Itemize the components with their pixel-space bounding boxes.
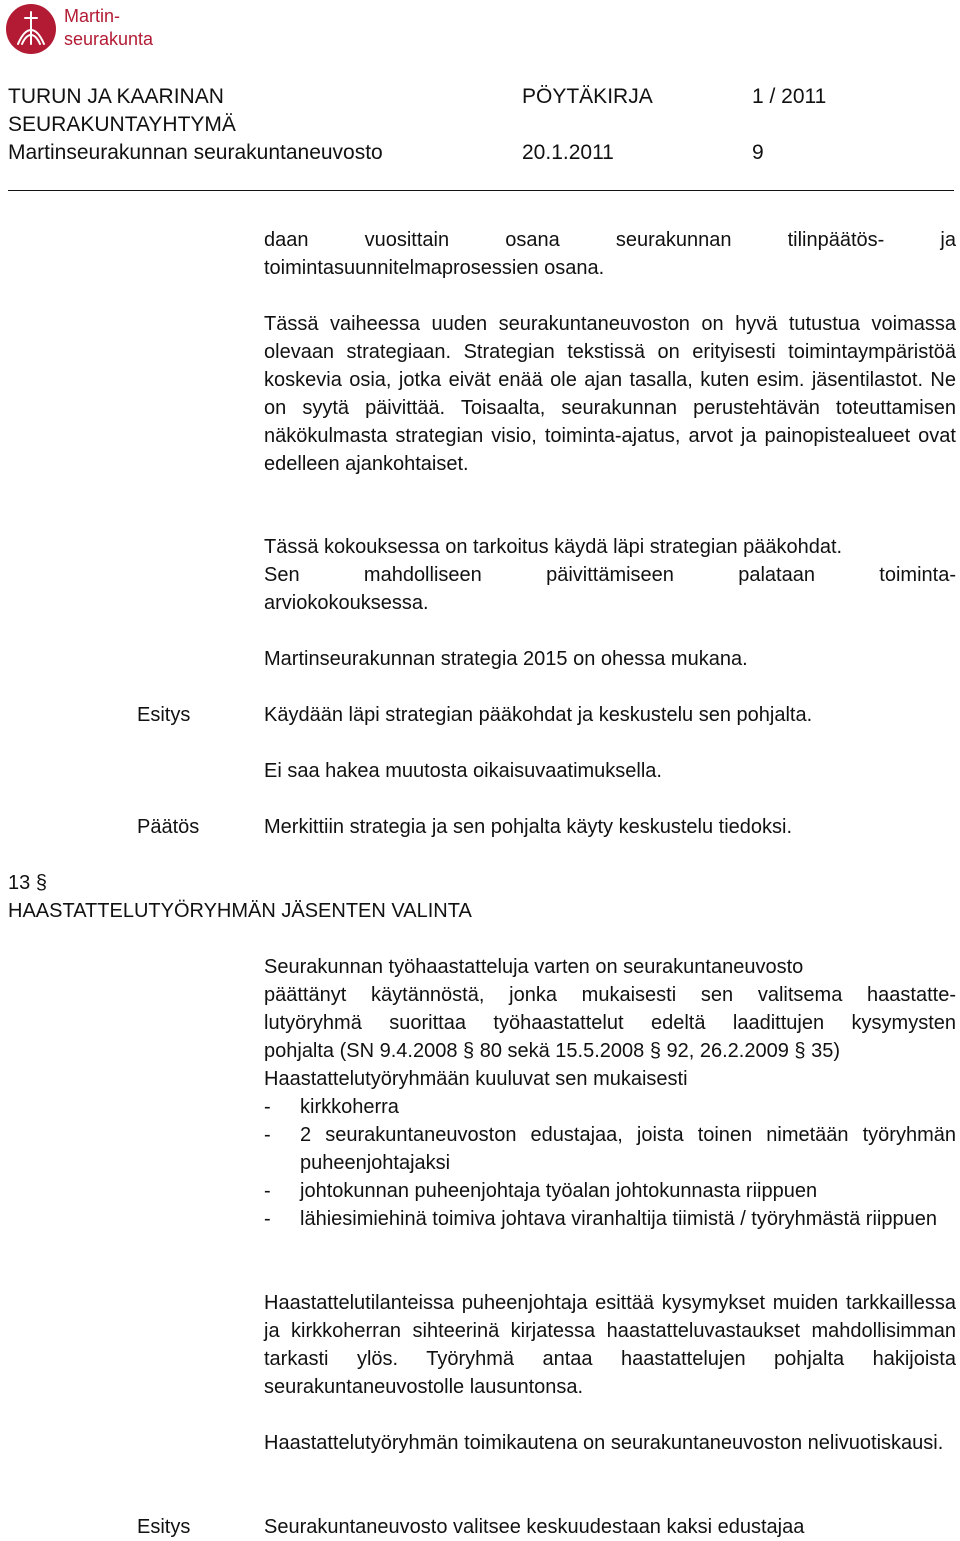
paragraph-2: Tässä vaiheessa uuden seurakuntaneuvoston on hyvä tutustua voimassa olevaan strategiaan. Strategian tekstissä on erityisesti toimintaympäristöä koskevia osia, jotka eivät enää ole ajan tasalla, kuten esim. jäsentilastot. Ne on syytä päivittää. Toisaalta, seurakunnan perustehtävän toteuttamisen näkökulmasta strategian visio, toiminta-ajatus, arvot ja painopistealueet ovat edelleen ajankohtaiset.: [264, 313, 956, 475]
esitys-text: Käydään läpi strategian pääkohdat ja keskustelu sen pohjalta.: [264, 704, 813, 726]
org-name-line2: SEURAKUNTAYHTYMÄ: [8, 113, 236, 136]
list-dash: -: [264, 1124, 271, 1146]
org-name-line1: TURUN JA KAARINAN: [8, 85, 224, 108]
logo-line2: seurakunta: [64, 29, 154, 49]
paragraph-1: daan vuosittain osana seurakunnan tilinpäätös- ja toimintasuunnitelmaprosessien osana.: [264, 229, 956, 279]
section-p1-line: pohjalta (SN 9.4.2008 § 80 sekä 15.5.2008 § 92, 26.2.2009 § 35): [264, 1040, 840, 1062]
meeting-date: 20.1.2011: [522, 141, 614, 164]
paatos-label: Päätös: [137, 816, 200, 838]
esitys-text-2: Seurakuntaneuvosto valitsee keskuudestaan kaksi edustajaa: [264, 1516, 805, 1538]
church-cross-logo-icon: [6, 4, 56, 54]
paatos-text: Merkittiin strategia ja sen pohjalta käyty keskustelu tiedoksi.: [264, 816, 793, 838]
doc-type: PÖYTÄKIRJA: [522, 85, 653, 108]
section-p1-line: lutyöryhmä suorittaa työhaastattelut edeltä laadittujen kysymysten: [264, 1012, 956, 1034]
list-item-text: johtokunnan puheenjohtaja työalan johtokunnasta riippuen: [300, 1180, 818, 1202]
paragraph-4: Martinseurakunnan strategia 2015 on ohessa mukana.: [264, 648, 748, 670]
esitys-label: Esitys: [137, 704, 191, 726]
section-paragraph-1: [264, 953, 956, 1093]
list-item: [264, 1121, 956, 1177]
list-item-text: 2 seurakuntaneuvoston edustajaa, joista toinen nimetään työryhmän puheenjohtajaksi: [300, 1124, 956, 1174]
paragraph-3-line-3: arviokokouksessa.: [264, 592, 429, 614]
section-paragraph-2: Haastattelutilanteissa puheenjohtaja esittää kysymykset muiden tarkkaillessa ja kirkkoherran sihteerinä kirjatessa haastatteluvastaukset mahdollisimman tarkasti ylös. Työryhmä antaa haastattelujen pohjalta hakijoista seurakuntaneuvostolle lausuntonsa.: [264, 1292, 956, 1398]
list-item: [264, 1205, 956, 1233]
list-item: [264, 1093, 956, 1121]
list-dash: -: [264, 1096, 271, 1118]
logo-line1: Martin-: [64, 6, 121, 26]
list-dash: -: [264, 1208, 271, 1230]
section-p1-line: päättänyt käytännöstä, jonka mukaisesti sen valitsema haastatte-: [264, 984, 956, 1006]
members-list: [264, 1093, 956, 1233]
page-number: 9: [752, 141, 764, 164]
section-number-value: 13: [8, 872, 31, 894]
section-number: [8, 869, 47, 897]
section-paragraph-3: Haastattelutyöryhmän toimikautena on seurakuntaneuvoston nelivuotiskausi.: [264, 1432, 944, 1454]
paragraph-3: [264, 533, 956, 617]
list-item: [264, 1177, 956, 1205]
section-p1-line: Haastattelutyöryhmään kuuluvat sen mukaisesti: [264, 1068, 688, 1090]
list-item-text: lähiesimiehinä toimiva johtava viranhaltija tiimistä / työryhmästä riippuen: [300, 1208, 937, 1230]
doc-number: 1 / 2011: [752, 85, 827, 108]
body-name: Martinseurakunnan seurakuntaneuvosto: [8, 141, 383, 164]
section-title: HAASTATTELUTYÖRYHMÄN JÄSENTEN VALINTA: [8, 900, 472, 922]
paragraph-3-line-2: Sen mahdolliseen päivittämiseen palataan toiminta-: [264, 564, 956, 586]
list-item-text: kirkkoherra: [300, 1096, 399, 1118]
list-dash: -: [264, 1180, 271, 1202]
esitys-label-2: Esitys: [137, 1516, 191, 1538]
header-divider: [8, 190, 954, 191]
section-symbol: §: [35, 872, 47, 894]
paragraph-3-line-1: Tässä kokouksessa on tarkoitus käydä läpi strategian pääkohdat.: [264, 536, 843, 558]
appeal-note: Ei saa hakea muutosta oikaisuvaatimuksella.: [264, 760, 662, 782]
section-p1-line: Seurakunnan työhaastatteluja varten on seurakuntaneuvosto: [264, 956, 804, 978]
